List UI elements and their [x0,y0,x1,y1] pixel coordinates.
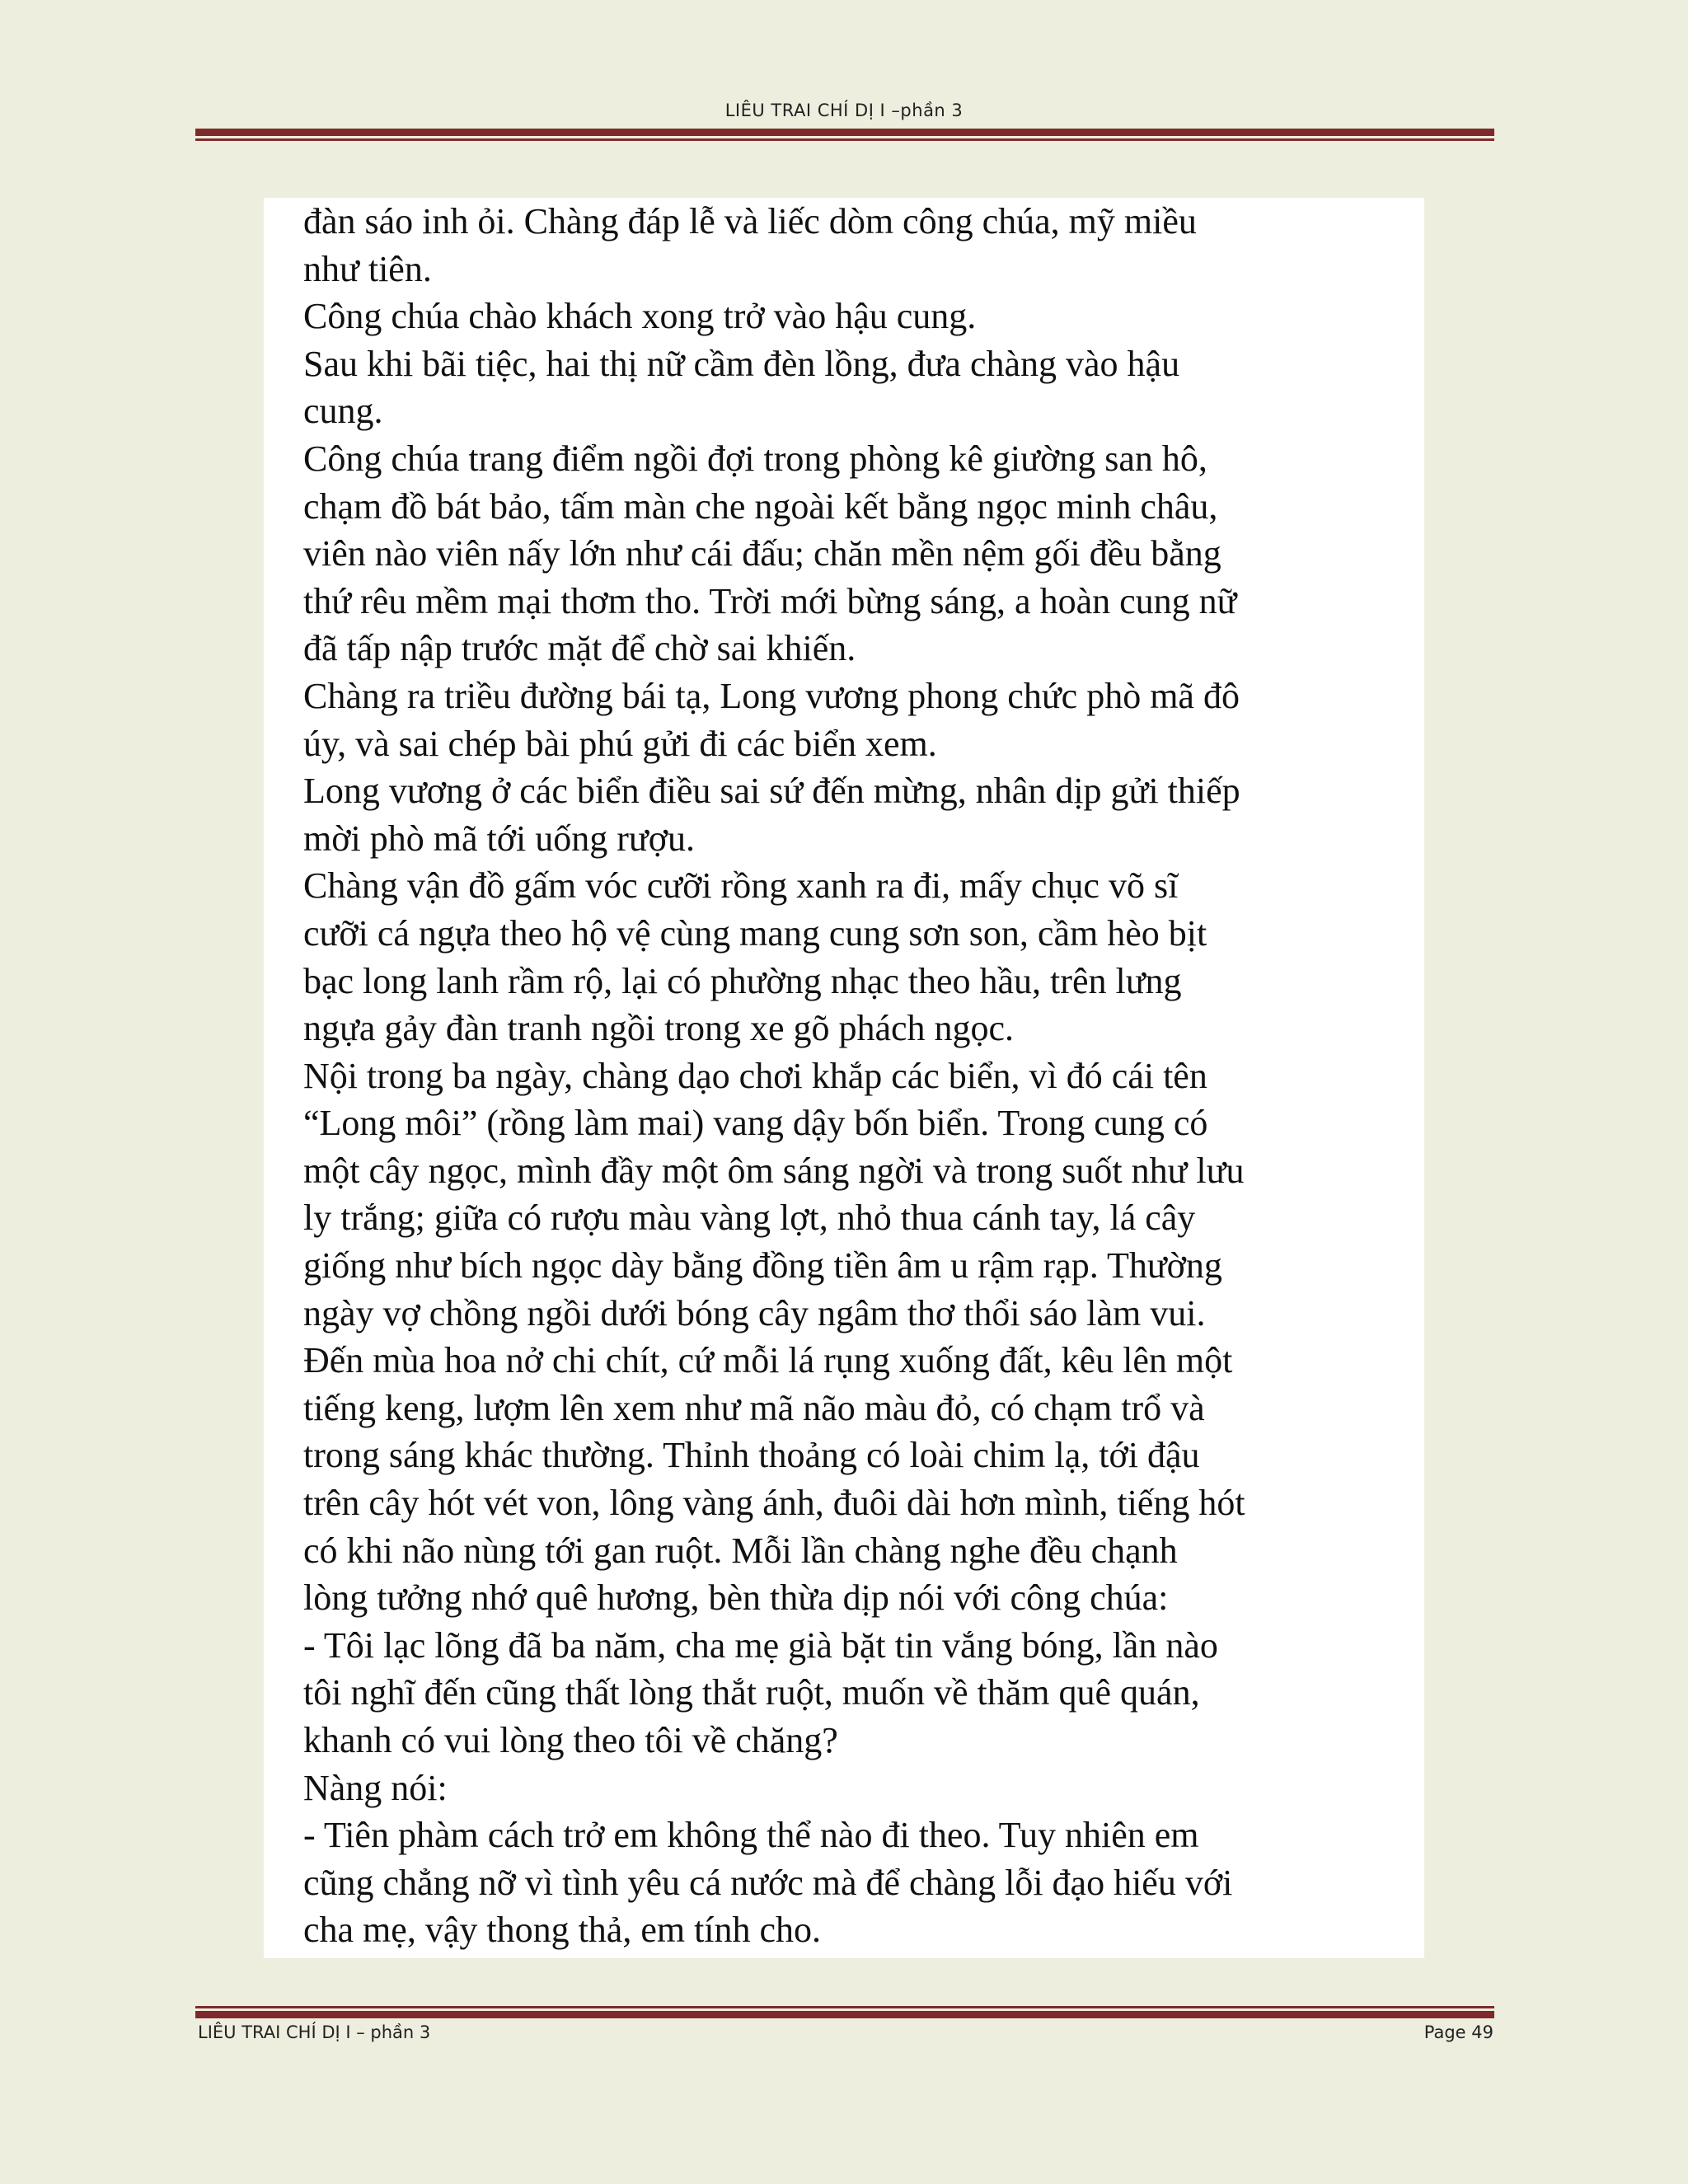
footer-divider [195,2006,1494,2018]
page-number: Page 49 [1423,2022,1493,2042]
paragraph: Công chúa chào khách xong trở vào hậu cung. [303,296,977,337]
paragraph: Chàng vận đồ gấm vóc cưỡi rồng xanh ra đi, mấy chục võ sĩ cưỡi cá ngựa theo hộ vệ cùng mang cung sơn son, cầm hèo bịt bạc long lanh rầm rộ, lại có phường nhạc theo hầu, trên lưng ngựa gảy đàn tranh ngồi trong xe gõ phách ngọc. [303,865,1207,1049]
paragraph: - Tiên phàm cách trở em không thể nào đi theo. Tuy nhiên em cũng chẳng nỡ vì tình yêu cá nước mà để chàng lỗi đạo hiếu với cha mẹ, vậy thong thả, em tính cho. [303,1815,1233,1951]
header-divider [195,129,1494,141]
page-content [264,198,1424,1958]
paragraph: Sau khi bãi tiệc, hai thị nữ cầm đèn lồng, đưa chàng vào hậu cung. [303,343,1180,432]
footer-title: LIÊU TRAI CHÍ DỊ I – phần 3 [198,2022,431,2042]
paragraph: Long vương ở các biển điều sai sứ đến mừng, nhân dịp gửi thiếp mời phò mã tới uống rượu. [303,771,1240,859]
paragraph: Công chúa trang điểm ngồi đợi trong phòng kê giường san hô, chạm đồ bát bảo, tấm màn che ngoài kết bằng ngọc minh châu, viên nào viên nấy lớn như cái đấu; chăn mền nệm gối đều bằng thứ rêu mềm mại thơm tho. Trời mới bừng sáng, a hoàn cung nữ đã tấp nập trước mặt để chờ sai khiến. [303,438,1237,669]
paragraph: Nàng nói: [303,1767,448,1808]
paragraph: - Tôi lạc lõng đã ba năm, cha mẹ già bặt tin vắng bóng, lần nào tôi nghĩ đến cũng thất lòng thắt ruột, muốn về thăm quê quán, khanh có vui lòng theo tôi về chăng? [303,1624,1218,1760]
paragraph: đàn sáo inh ỏi. Chàng đáp lễ và liếc dòm công chúa, mỹ miều như tiên. [303,201,1197,289]
header-title: LIÊU TRAI CHÍ DỊ I –phần 3 [724,101,964,120]
body-text [303,198,1408,1954]
paragraph: Nội trong ba ngày, chàng dạo chơi khắp các biển, vì đó cái tên “Long môi” (rồng làm mai) vang dậy bốn biển. Trong cung có một cây ngọc, mình đầy một ôm sáng ngời và trong suốt như lưu ly trắng; giữa có rượu màu vàng lợt, nhỏ thua cánh tay, lá cây giống như bích ngọc dày bằng đồng tiền âm u rậm rạp. Thường ngày vợ chồng ngồi dưới bóng cây ngâm thơ thổi sáo làm vui. Đến mùa hoa nở chi chít, cứ mỗi lá rụng xuống đất, kêu lên một tiếng keng, lượm lên xem như mã não màu đỏ, có chạm trổ và trong sáng khác thường. Thỉnh thoảng có loài chim lạ, tới đậu trên cây hót vét von, lông vàng ánh, đuôi dài hơn mình, tiếng hót có khi não nùng tới gan ruột. Mỗi lần chàng nghe đều chạnh lòng tưởng nhớ quê hương, bèn thừa dịp nói với công chúa: [303,1055,1245,1619]
paragraph: Chàng ra triều đường bái tạ, Long vương phong chức phò mã đô úy, và sai chép bài phú gửi đi các biển xem. [303,675,1240,764]
